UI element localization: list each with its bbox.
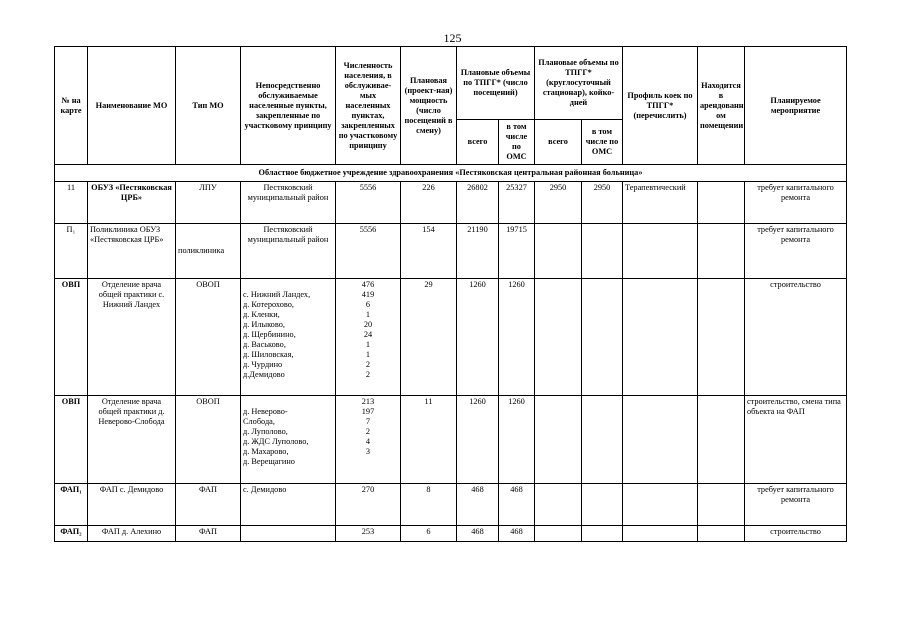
row-capacity: 11 [401,396,457,484]
row-rent [698,224,745,279]
row-planned: строительство [745,279,847,396]
header-capacity: Плановая (проект-ная) мощность (число посещений в смену) [401,47,457,165]
row-beds-oms [582,484,623,526]
row-profile: Терапевтический [623,182,698,224]
row-num: ОВП [55,396,88,484]
section-title: Областное бюджетное учреждение здравоохранения «Пестяковская центральная районная больница» [55,165,847,182]
row-rent [698,279,745,396]
row-planned: требует капитального ремонта [745,224,847,279]
row-planned: строительство [745,526,847,542]
row-num: ОВП [55,279,88,396]
row-beds-total: 2950 [535,182,582,224]
row-served [241,526,336,542]
row-name: ФАП с. Демидово [88,484,176,526]
medical-organizations-table [54,46,847,542]
row-capacity: 226 [401,182,457,224]
row-population: 5556 [336,182,401,224]
row-type: ФАП [176,526,241,542]
row-served: д. Неверово- Слобода, д. Луполово, д. ЖДС Луполово, д. Махарово, д. Верещагино [241,396,336,484]
row-visits-total: 21190 [457,224,499,279]
table-row [55,526,847,542]
row-name: Поликлиника ОБУЗ «Пестяковская ЦРБ» [88,224,176,279]
row-planned: требует капитального ремонта [745,182,847,224]
row-name: ОБУЗ «Пестяковская ЦРБ» [88,182,176,224]
page-number: 125 [443,31,462,45]
header-beds-total: всего [535,120,582,165]
row-planned: строительство, смена типа объекта на ФАП [745,396,847,484]
row-num: 11 [55,182,88,224]
row-population: 270 [336,484,401,526]
row-visits-oms: 25327 [499,182,535,224]
row-visits-total: 1260 [457,279,499,396]
row-beds-total [535,484,582,526]
row-type: поликлиника [176,224,241,279]
row-planned: требует капитального ремонта [745,484,847,526]
row-visits-total: 468 [457,526,499,542]
row-beds-total [535,396,582,484]
table-row [55,182,847,224]
row-num: ФАП₂ [55,526,88,542]
table-row [55,396,847,484]
row-name: Отделение врача общей практики с. Нижний Ландех [88,279,176,396]
header-num: № на карте [55,47,88,165]
row-num: П₁ [55,224,88,279]
row-num: ФАП₁ [55,484,88,526]
row-profile [623,279,698,396]
row-capacity: 6 [401,526,457,542]
row-type: ОВОП [176,396,241,484]
table-row [55,279,847,396]
row-population: 213 197 7 2 4 3 [336,396,401,484]
row-beds-oms [582,396,623,484]
row-served: с. Нижний Ландех, д. Котерохово, д. Кленки, д. Илыково, д. Щербинино, д. Васьково, д. Шиловская, д. Чурдино д.Демидово [241,279,336,396]
row-rent [698,526,745,542]
header-profile: Профиль коек по ТПГГ* (перечислить) [623,47,698,165]
header-beds-oms: в том числе по ОМС [582,120,623,165]
row-profile [623,224,698,279]
row-rent [698,396,745,484]
row-type: ФАП [176,484,241,526]
row-name: ФАП д. Алехино [88,526,176,542]
row-beds-total [535,224,582,279]
row-visits-oms: 1260 [499,279,535,396]
row-profile [623,526,698,542]
table-row [55,224,847,279]
row-beds-total [535,279,582,396]
row-profile [623,396,698,484]
row-visits-oms: 19715 [499,224,535,279]
row-visits-oms: 468 [499,484,535,526]
row-rent [698,484,745,526]
row-population: 5556 [336,224,401,279]
row-profile [623,484,698,526]
row-served: Пестяковский муниципальный район [241,224,336,279]
row-visits-total: 468 [457,484,499,526]
header-beds: Плановые объемы по ТПГГ* (круглосуточный стационар), койко-дней [535,47,623,120]
row-served: с. Демидово [241,484,336,526]
row-type: ЛПУ [176,182,241,224]
header-visits: Плановые объемы по ТПГГ* (число посещений) [457,47,535,120]
row-served: Пестяковский муниципальный район [241,182,336,224]
header-served: Непосредственно обслуживаемые населенные пункты, закрепленные по участковому принципу [241,47,336,165]
header-type: Тип МО [176,47,241,165]
header-visits-total: всего [457,120,499,165]
header-planned: Планируемое мероприятие [745,47,847,165]
row-population: 476 419 6 1 20 24 1 1 2 2 [336,279,401,396]
row-beds-oms [582,279,623,396]
row-name: Отделение врача общей практики д. Неверово-Слобода [88,396,176,484]
header-population: Численность населения, в обслуживае-мых населенных пунктах, закрепленных по участковому принципу [336,47,401,165]
row-beds-oms: 2950 [582,182,623,224]
row-capacity: 8 [401,484,457,526]
row-visits-oms: 1260 [499,396,535,484]
header-rent: Находится в арендованн ом помещении [698,47,745,165]
row-beds-oms [582,224,623,279]
section-row [55,165,847,182]
table-row [55,484,847,526]
row-rent [698,182,745,224]
row-visits-total: 26802 [457,182,499,224]
row-visits-total: 1260 [457,396,499,484]
row-type: ОВОП [176,279,241,396]
row-capacity: 29 [401,279,457,396]
row-population: 253 [336,526,401,542]
row-capacity: 154 [401,224,457,279]
header-row [55,47,847,120]
row-visits-oms: 468 [499,526,535,542]
row-beds-total [535,526,582,542]
header-visits-oms: в том числе по ОМС [499,120,535,165]
row-beds-oms [582,526,623,542]
header-name: Наименование МО [88,47,176,165]
